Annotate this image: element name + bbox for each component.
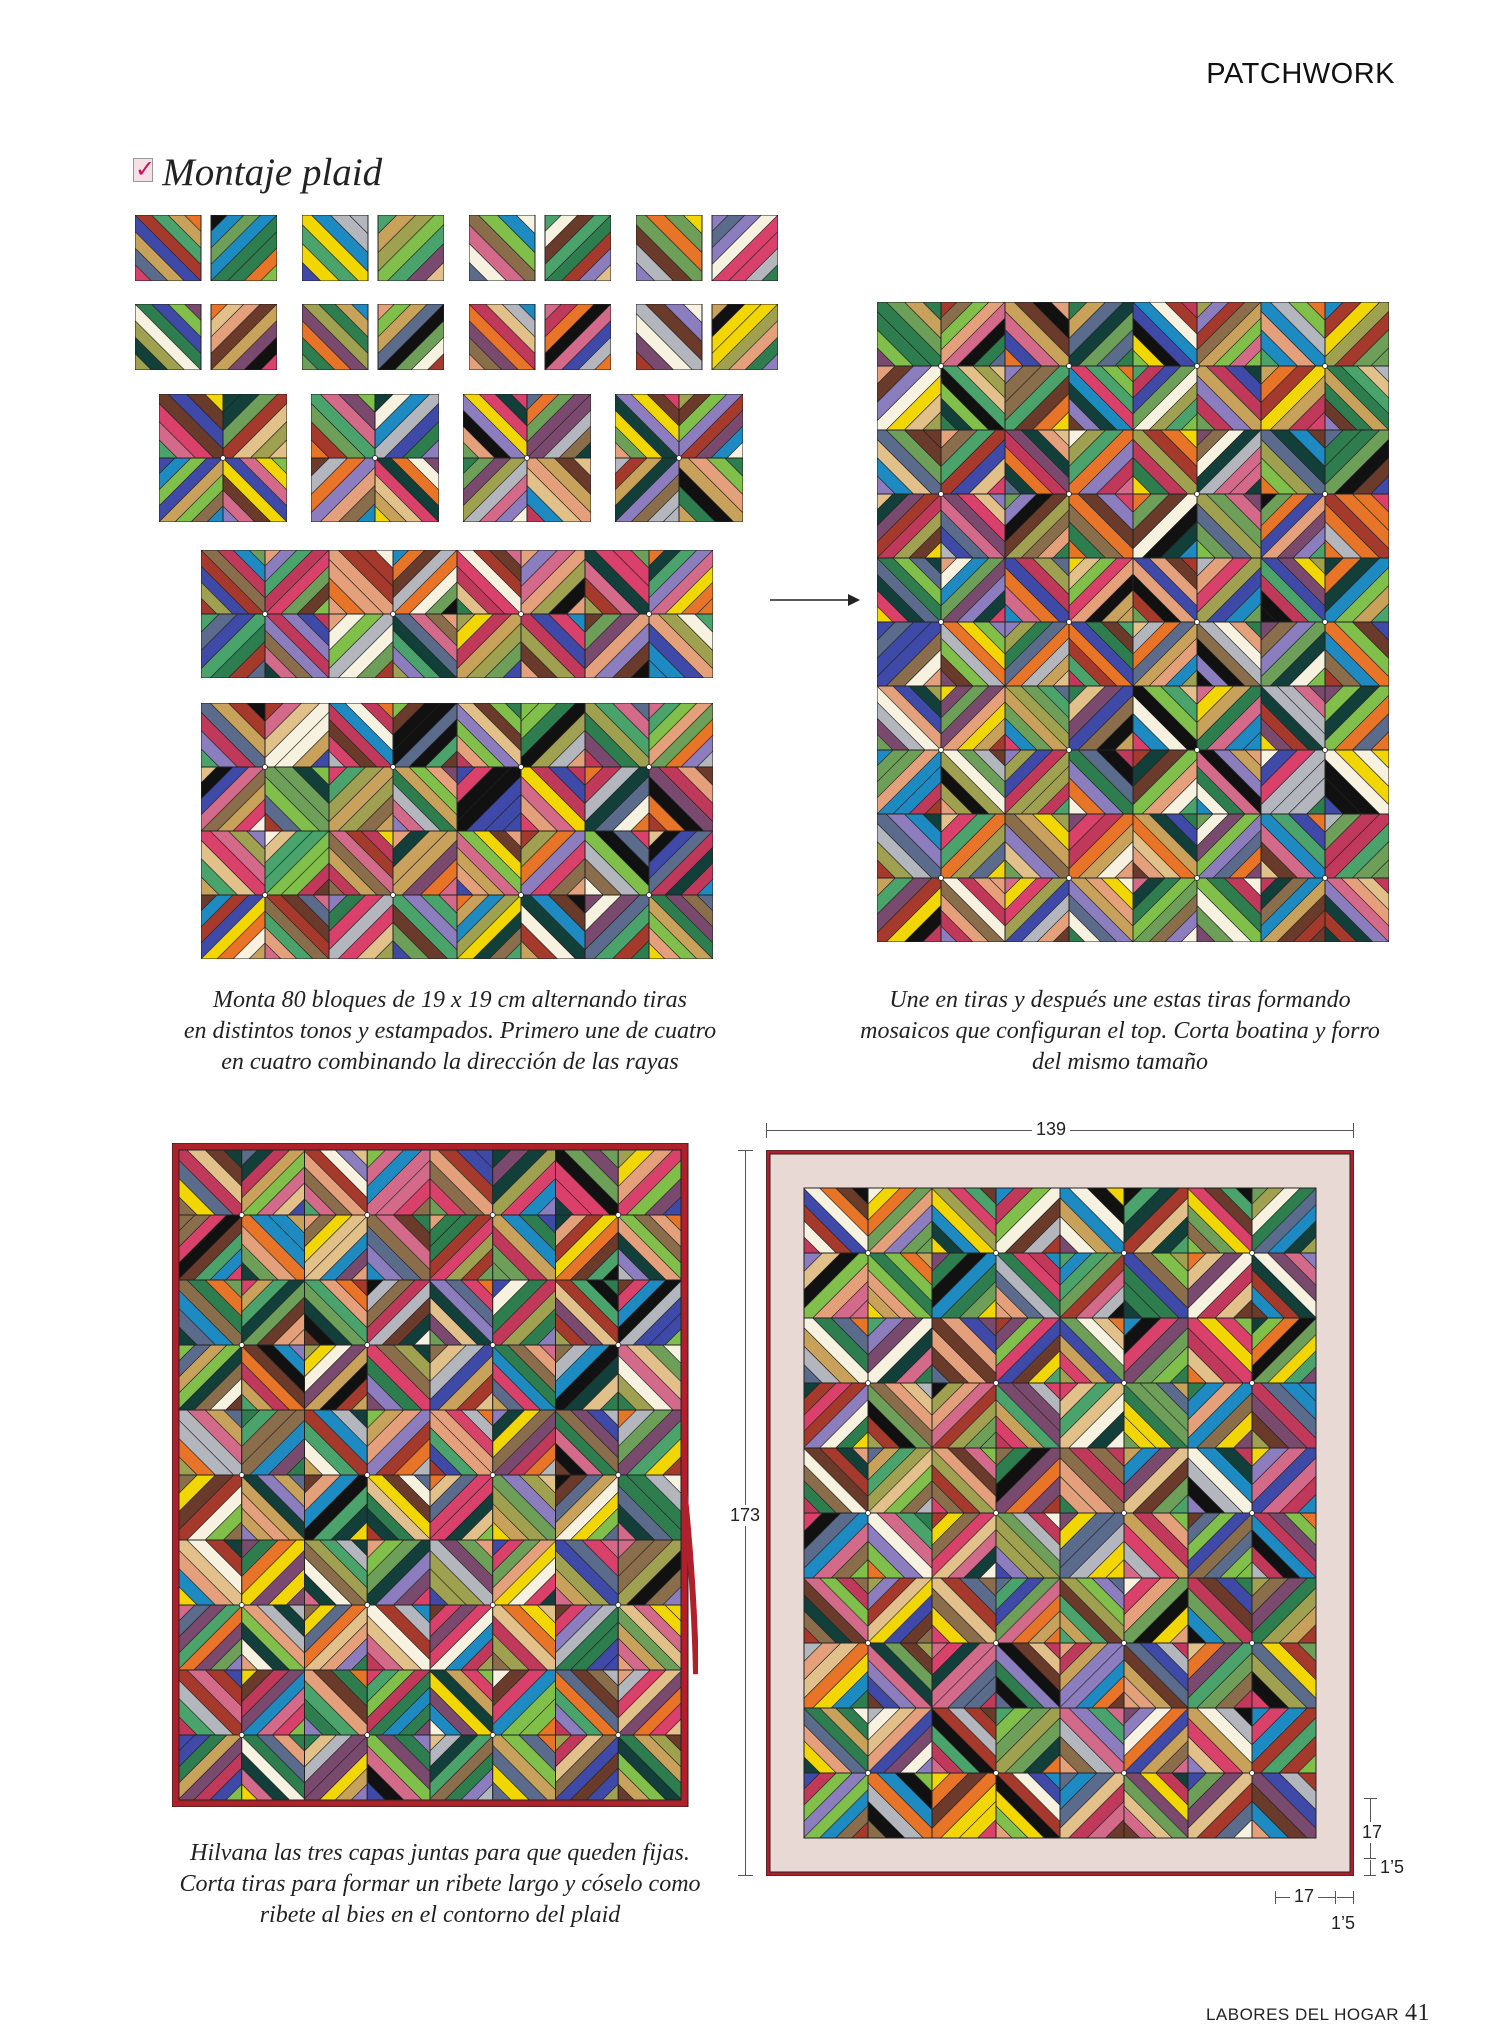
binding-dimension-line bbox=[1370, 1860, 1371, 1876]
bottom-border-dimension-tick-left bbox=[1275, 1891, 1276, 1904]
block-pair-6 bbox=[302, 304, 444, 370]
width-dimension-label: 139 bbox=[1032, 1119, 1070, 1140]
block-pair-8 bbox=[636, 304, 778, 370]
page-number: 41 bbox=[1405, 2000, 1430, 2026]
width-dimension-tick-right bbox=[1353, 1123, 1354, 1138]
caption-step3: Hilvana las tres capas juntas para que queden fijas. Corta tiras para formar un ribete largo y cóselo como ribete al bies en el contorno del plaid bbox=[179, 1840, 701, 1928]
quilt-top bbox=[877, 302, 1389, 942]
arrow-right-icon bbox=[770, 590, 860, 610]
four-block-4 bbox=[615, 394, 743, 522]
checkbox-icon: ✓ bbox=[135, 155, 156, 183]
block-pair-4 bbox=[636, 215, 778, 281]
block-pair-5 bbox=[135, 304, 277, 370]
block-pair-1 bbox=[135, 215, 277, 281]
binding-dimension-label: 1’5 bbox=[1376, 1857, 1408, 1878]
strip-1 bbox=[201, 550, 713, 678]
bottom-binding-dimension-label: 1’5 bbox=[1327, 1913, 1359, 1934]
four-block-3 bbox=[463, 394, 591, 522]
section-header: PATCHWORK bbox=[1206, 58, 1395, 90]
four-block-2 bbox=[311, 394, 439, 522]
caption-step1: Monta 80 bloques de 19 x 19 cm alternando tiras en distintos tonos y estampados. Primero une de cuatro en cuatro combinando la dirección de las rayas bbox=[183, 987, 717, 1075]
border-dimension-label: 17 bbox=[1358, 1822, 1386, 1843]
page-footer bbox=[1206, 2000, 1430, 2027]
finished-quilt bbox=[766, 1150, 1354, 1876]
width-dimension-tick-left bbox=[766, 1123, 767, 1138]
bottom-border-dimension-label: 17 bbox=[1290, 1886, 1318, 1907]
page-title: Montaje plaid bbox=[162, 151, 383, 194]
border-dimension-tick-top bbox=[1364, 1798, 1377, 1799]
height-dimension-tick-top bbox=[738, 1150, 753, 1151]
four-block-1 bbox=[159, 394, 287, 522]
caption-step2: Une en tiras y después une estas tiras formando mosaicos que configuran el top. Corta boatina y forro del mismo tamaño bbox=[860, 987, 1380, 1075]
strip-group bbox=[201, 703, 713, 959]
magazine-name: LABORES DEL HOGAR bbox=[1205, 2005, 1399, 2024]
bottom-binding-dimension-tick bbox=[1353, 1891, 1354, 1904]
bottom-border-dimension-tick-right bbox=[1335, 1891, 1336, 1904]
block-pair-3 bbox=[469, 215, 611, 281]
basted-quilt bbox=[172, 1143, 698, 1807]
block-pair-7 bbox=[469, 304, 611, 370]
block-pair-2 bbox=[302, 215, 444, 281]
bottom-binding-dimension-line bbox=[1337, 1897, 1353, 1898]
height-dimension-label: 173 bbox=[726, 1505, 764, 1526]
height-dimension-tick-bottom bbox=[738, 1875, 753, 1876]
